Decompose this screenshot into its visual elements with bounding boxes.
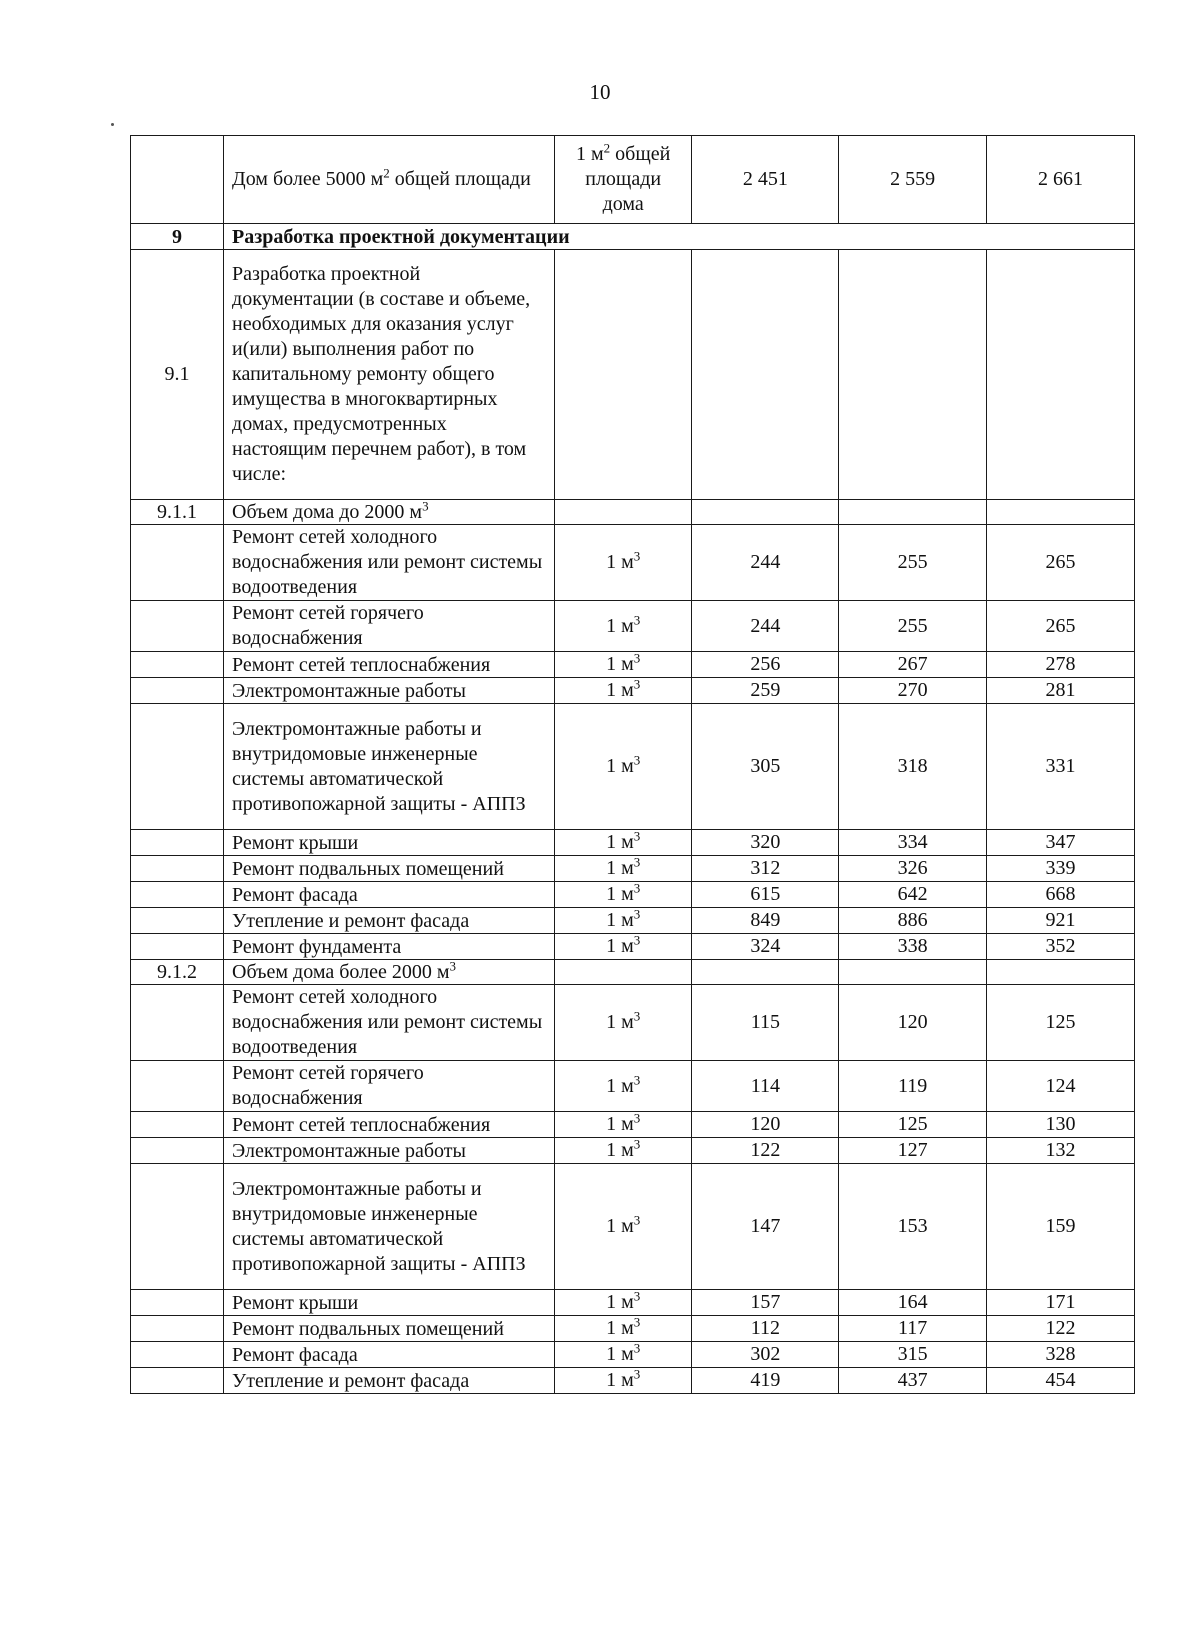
row-name: Ремонт крыши xyxy=(224,830,555,856)
value-col-1: 147 xyxy=(692,1164,839,1290)
group-unit xyxy=(554,960,692,985)
table-row xyxy=(131,1138,1135,1164)
value-col-3: 132 xyxy=(987,1138,1135,1164)
value-col-1 xyxy=(692,960,839,985)
value-col-1: 615 xyxy=(692,882,839,908)
value-col-1: 244 xyxy=(692,601,839,652)
row-name: Дом более 5000 $м^2$ общей площади xyxy=(224,136,555,224)
row-name: Ремонт фундамента xyxy=(224,934,555,960)
section-number: 9 xyxy=(131,224,224,250)
group-title xyxy=(224,960,555,985)
group-title xyxy=(224,500,555,525)
value-col-3: 130 xyxy=(987,1112,1135,1138)
value-col-1: 114 xyxy=(692,1061,839,1112)
group-number: 9.1.2 xyxy=(131,960,224,985)
section-title: Разработка проектной документации xyxy=(224,224,1135,250)
value-col-2: 119 xyxy=(839,1061,987,1112)
value-col-2: 120 xyxy=(839,985,987,1061)
row-number xyxy=(131,934,224,960)
value-col-3 xyxy=(987,960,1135,985)
row-number xyxy=(131,985,224,1061)
unit-sup: 3 xyxy=(633,548,641,564)
value-col-3: 347 xyxy=(987,830,1135,856)
value-col-2: 255 xyxy=(839,601,987,652)
value-col-2: 334 xyxy=(839,830,987,856)
row-unit xyxy=(554,1316,692,1342)
unit-text: 1 м xyxy=(606,1139,634,1161)
unit-sup: 3 xyxy=(633,752,641,768)
row-name: Ремонт подвальных помещений xyxy=(224,1316,555,1342)
unit-text: 1 м xyxy=(606,831,634,853)
group-title-text: Объем дома до 2000 м xyxy=(232,501,423,523)
value-col-1: 305 xyxy=(692,704,839,830)
table-row xyxy=(131,1316,1135,1342)
table-row xyxy=(131,1290,1135,1316)
value-col-3: 278 xyxy=(987,652,1135,678)
row-number xyxy=(131,856,224,882)
table-row xyxy=(131,908,1135,934)
row-unit xyxy=(554,1061,692,1112)
group-number: 9.1.1 xyxy=(131,500,224,525)
header-row-house-over-5000 xyxy=(131,136,1135,224)
value-col-1: 849 xyxy=(692,908,839,934)
group-row xyxy=(131,960,1135,985)
value-col-1: 256 xyxy=(692,652,839,678)
table-row xyxy=(131,678,1135,704)
subsection-row xyxy=(131,250,1135,500)
unit-text: 1 м xyxy=(606,614,634,637)
unit-sup: 3 xyxy=(633,1288,641,1304)
value-col-2 xyxy=(839,500,987,525)
subsection-number: 9.1 xyxy=(131,250,224,500)
unit-text: 1 м xyxy=(606,1215,634,1237)
row-number xyxy=(131,601,224,652)
table-row xyxy=(131,1342,1135,1368)
table-row xyxy=(131,652,1135,678)
value-col-3: 281 xyxy=(987,678,1135,704)
unit-text: 1 м xyxy=(606,857,634,879)
unit-sup: 3 xyxy=(633,611,641,627)
value-col-2: 164 xyxy=(839,1290,987,1316)
row-unit: 1 $м^2$ общей площади дома xyxy=(554,136,692,224)
value-col-3: 352 xyxy=(987,934,1135,960)
unit-sup: 3 xyxy=(633,828,641,844)
value-col-2 xyxy=(839,250,987,500)
row-name: Ремонт сетей холодного водоснабжения или ремонт системы водоотведения xyxy=(224,525,555,601)
row-unit xyxy=(554,934,692,960)
row-number xyxy=(131,882,224,908)
row-name: Ремонт фасада xyxy=(224,882,555,908)
unit-sup: 3 xyxy=(633,1212,641,1228)
group-title-sup: 3 xyxy=(449,958,457,974)
unit-text: 1 м xyxy=(606,1113,634,1135)
row-unit xyxy=(554,985,692,1061)
value-col-2: 315 xyxy=(839,1342,987,1368)
value-col-1: 302 xyxy=(692,1342,839,1368)
unit-text: 1 м xyxy=(606,551,634,573)
group-row xyxy=(131,500,1135,525)
unit-sup: 3 xyxy=(633,932,641,948)
table-row xyxy=(131,1112,1135,1138)
value-col-2: 886 xyxy=(839,908,987,934)
value-col-3 xyxy=(987,500,1135,525)
table-row xyxy=(131,985,1135,1061)
row-name: Электромонтажные работы и внутридомовые инженерные системы автоматической противопожарной защиты - АППЗ xyxy=(224,1164,555,1290)
value-col-2: 270 xyxy=(839,678,987,704)
value-col-1 xyxy=(692,250,839,500)
unit-sup: 3 xyxy=(633,880,641,896)
value-col-3: 454 xyxy=(987,1368,1135,1394)
unit-sup: 3 xyxy=(633,1366,641,1382)
group-unit xyxy=(554,500,692,525)
value-col-2 xyxy=(839,960,987,985)
row-number xyxy=(131,908,224,934)
table-row xyxy=(131,1061,1135,1112)
table-row xyxy=(131,856,1135,882)
unit-text: 1 м xyxy=(606,1343,634,1365)
value-col-3: 122 xyxy=(987,1316,1135,1342)
table-row xyxy=(131,830,1135,856)
value-col-2: 125 xyxy=(839,1112,987,1138)
row-number xyxy=(131,1138,224,1164)
value-col-3: 265 xyxy=(987,525,1135,601)
value-col-1: 312 xyxy=(692,856,839,882)
row-name: Утепление и ремонт фасада xyxy=(224,908,555,934)
unit-sup: 3 xyxy=(633,906,641,922)
row-name: Ремонт сетей горячего водоснабжения xyxy=(224,601,555,652)
unit-sup: 3 xyxy=(633,1008,641,1024)
value-col-2: 267 xyxy=(839,652,987,678)
value-col-3: 159 xyxy=(987,1164,1135,1290)
unit-sup: 3 xyxy=(633,1110,641,1126)
row-name: Ремонт сетей холодного водоснабжения или ремонт системы водоотведения xyxy=(224,985,555,1061)
unit-sup: 3 xyxy=(633,1314,641,1330)
unit-text: 1 м xyxy=(606,883,634,905)
value-col-2: 326 xyxy=(839,856,987,882)
row-number xyxy=(131,1112,224,1138)
row-unit xyxy=(554,1368,692,1394)
row-unit xyxy=(554,856,692,882)
table-row xyxy=(131,704,1135,830)
row-number xyxy=(131,1368,224,1394)
unit-text: 1 м xyxy=(606,935,634,957)
value-col-2: 318 xyxy=(839,704,987,830)
value-col-2: 338 xyxy=(839,934,987,960)
subsection-title: Разработка проектной документации (в составе и объеме, необходимых для оказания услуг и(или) выполнения работ по капитальному ремонту общего имущества в многоквартирных домах, предусмотренных настоящим перечнем работ), в том числе: xyxy=(224,250,555,500)
value-col-1: 324 xyxy=(692,934,839,960)
row-number xyxy=(131,1164,224,1290)
group-title-sup: 3 xyxy=(422,498,429,514)
row-number xyxy=(131,525,224,601)
row-name: Электромонтажные работы xyxy=(224,678,555,704)
value-col-2: 117 xyxy=(839,1316,987,1342)
unit-text: 1 м xyxy=(606,1317,634,1339)
cost-table-body xyxy=(131,136,1135,1394)
row-number xyxy=(131,678,224,704)
cost-table xyxy=(130,135,1135,1394)
row-number xyxy=(131,136,224,224)
table-row xyxy=(131,525,1135,601)
table-row xyxy=(131,1368,1135,1394)
row-unit xyxy=(554,882,692,908)
row-number xyxy=(131,830,224,856)
table-row xyxy=(131,1164,1135,1290)
value-col-3: 124 xyxy=(987,1061,1135,1112)
row-number xyxy=(131,652,224,678)
value-col-3: 171 xyxy=(987,1290,1135,1316)
value-col-1: 115 xyxy=(692,985,839,1061)
unit-sup: 3 xyxy=(633,1340,641,1356)
row-unit xyxy=(554,525,692,601)
value-col-2: 642 xyxy=(839,882,987,908)
value-col-2: 437 xyxy=(839,1368,987,1394)
value-col-1: 120 xyxy=(692,1112,839,1138)
value-col-2: 2 559 xyxy=(839,136,987,224)
value-col-1: 122 xyxy=(692,1138,839,1164)
row-number xyxy=(131,1342,224,1368)
row-unit xyxy=(554,1342,692,1368)
unit-sup: 3 xyxy=(633,1071,641,1087)
value-col-1: 244 xyxy=(692,525,839,601)
row-name: Ремонт сетей горячего водоснабжения xyxy=(224,1061,555,1112)
row-name: Электромонтажные работы и внутридомовые инженерные системы автоматической противопожарной защиты - АППЗ xyxy=(224,704,555,830)
value-col-3: 2 661 xyxy=(987,136,1135,224)
row-name: Ремонт крыши xyxy=(224,1290,555,1316)
value-col-3: 328 xyxy=(987,1342,1135,1368)
unit-sup: 3 xyxy=(633,854,641,870)
value-col-2: 255 xyxy=(839,525,987,601)
section-row xyxy=(131,224,1135,250)
row-unit xyxy=(554,830,692,856)
row-name: Ремонт сетей теплоснабжения xyxy=(224,652,555,678)
unit-text: 1 м xyxy=(606,1291,634,1313)
value-col-3 xyxy=(987,250,1135,500)
row-name: Ремонт подвальных помещений xyxy=(224,856,555,882)
row-unit xyxy=(554,1290,692,1316)
value-col-1: 320 xyxy=(692,830,839,856)
unit-text: 1 м xyxy=(606,909,634,931)
unit-text: 1 м xyxy=(606,679,634,701)
row-name: Утепление и ремонт фасада xyxy=(224,1368,555,1394)
row-unit xyxy=(554,704,692,830)
row-number xyxy=(131,1061,224,1112)
table-row xyxy=(131,882,1135,908)
value-col-3: 668 xyxy=(987,882,1135,908)
value-col-1: 419 xyxy=(692,1368,839,1394)
row-unit xyxy=(554,601,692,652)
value-col-3: 331 xyxy=(987,704,1135,830)
row-name: Ремонт сетей теплоснабжения xyxy=(224,1112,555,1138)
unit-text: 1 м xyxy=(606,1011,634,1033)
row-name: Электромонтажные работы xyxy=(224,1138,555,1164)
scan-speck xyxy=(111,123,114,126)
value-col-1 xyxy=(692,500,839,525)
subsection-unit xyxy=(554,250,692,500)
value-col-2: 127 xyxy=(839,1138,987,1164)
value-col-1: 259 xyxy=(692,678,839,704)
value-col-3: 921 xyxy=(987,908,1135,934)
group-title-text: Объем дома более 2000 м xyxy=(232,961,450,983)
row-unit xyxy=(554,1164,692,1290)
row-unit xyxy=(554,678,692,704)
value-col-1: 157 xyxy=(692,1290,839,1316)
unit-text: 1 м xyxy=(606,1369,634,1391)
value-col-1: 112 xyxy=(692,1316,839,1342)
unit-text: 1 м xyxy=(606,1074,634,1097)
row-unit xyxy=(554,1112,692,1138)
row-number xyxy=(131,704,224,830)
row-unit xyxy=(554,652,692,678)
value-col-3: 125 xyxy=(987,985,1135,1061)
page-number: 10 xyxy=(589,80,611,104)
row-unit xyxy=(554,1138,692,1164)
table-row xyxy=(131,601,1135,652)
row-number xyxy=(131,1290,224,1316)
unit-text: 1 м xyxy=(606,755,634,777)
value-col-2: 153 xyxy=(839,1164,987,1290)
unit-sup: 3 xyxy=(633,1136,641,1152)
value-col-3: 339 xyxy=(987,856,1135,882)
unit-sup: 3 xyxy=(633,676,641,692)
row-name: Ремонт фасада xyxy=(224,1342,555,1368)
value-col-3: 265 xyxy=(987,601,1135,652)
unit-text: 1 м xyxy=(606,653,634,675)
table-row xyxy=(131,934,1135,960)
row-number xyxy=(131,1316,224,1342)
unit-sup: 3 xyxy=(633,650,641,666)
row-unit xyxy=(554,908,692,934)
value-col-1: 2 451 xyxy=(692,136,839,224)
